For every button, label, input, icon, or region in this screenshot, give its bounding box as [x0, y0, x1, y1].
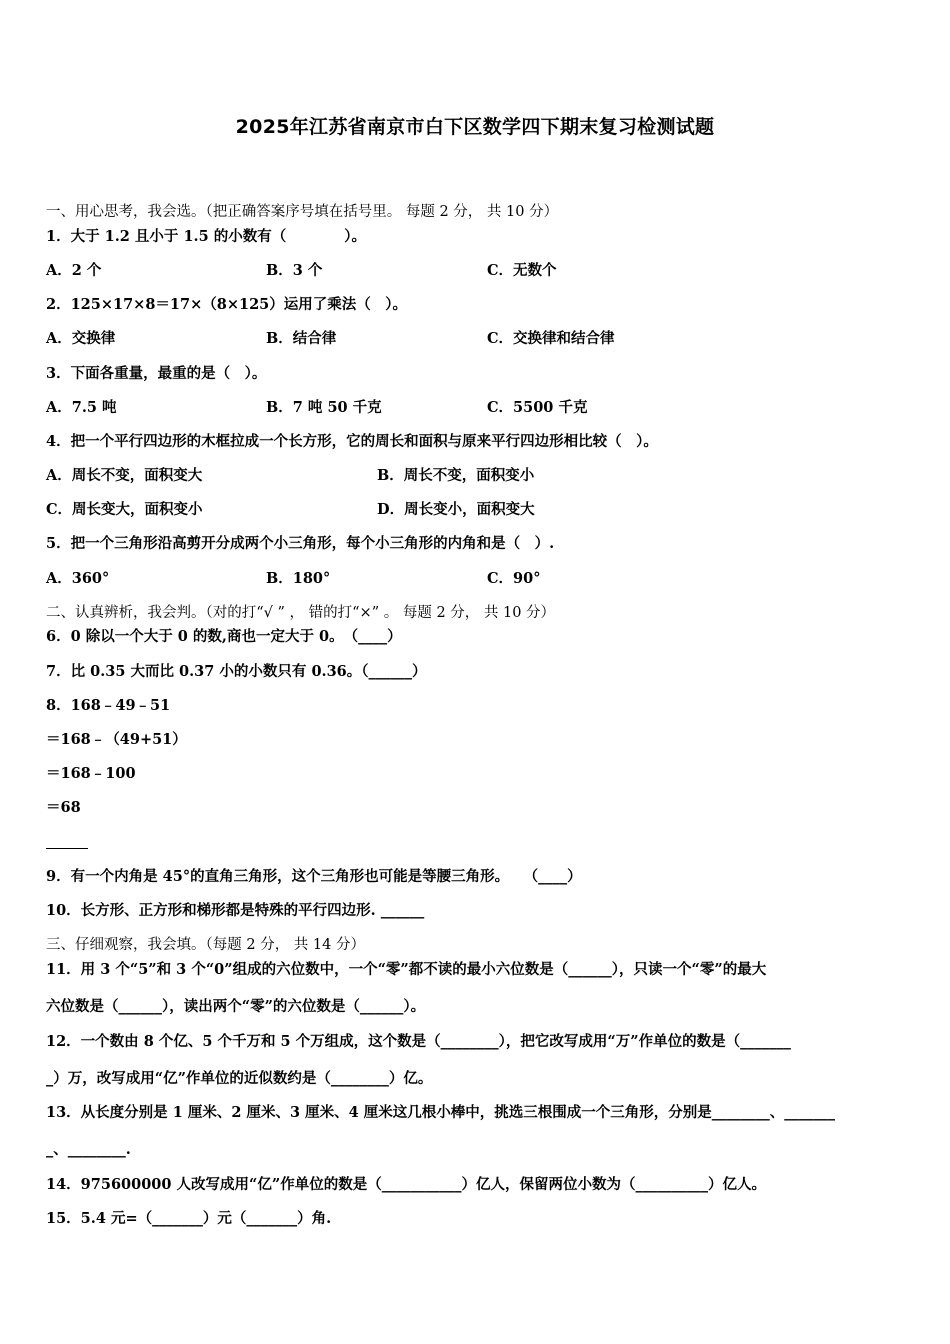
question-8-line-1: 8．168﹣49﹣51: [46, 697, 171, 714]
question-8-line-2: ＝168﹣（49+51）: [46, 731, 187, 748]
question-4-stem: 4．把一个平行四边形的木框拉成一个长方形，它的周长和面积与原来平行四边形相比较（ ）。: [46, 433, 658, 450]
question-11-line-2: 六位数是（______），读出两个“零”的六位数是（______）。: [46, 998, 426, 1015]
question-4-option-d: D．周长变小，面积变大: [377, 501, 535, 518]
question-11-line-1: 11．用 3 个“5”和 3 个“0”组成的六位数中，一个“零”都不读的最小六位数是（______），只读一个“零”的最大: [46, 961, 767, 978]
question-13-line-2: _、________.: [46, 1141, 131, 1158]
question-8-answer-blank: [46, 848, 88, 849]
page-title: 2025年江苏省南京市白下区数学四下期末复习检测试题: [235, 116, 715, 138]
question-2-option-c: C．交换律和结合律: [487, 330, 615, 347]
question-4-option-c: C．周长变大，面积变小: [46, 501, 203, 518]
section-1-heading: 一、用心思考，我会选。（把正确答案序号填在括号里。 每题 2 分， 共 10 分）: [46, 204, 559, 220]
question-3-option-c: C．5500 千克: [487, 399, 588, 416]
question-10: 10．长方形、正方形和梯形都是特殊的平行四边形. ______: [46, 902, 425, 919]
question-13-line-1: 13．从长度分别是 1 厘米、2 厘米、3 厘米、4 厘米这几根小棒中，挑选三根围成一个三角形，分别是________、_______: [46, 1104, 836, 1121]
question-7: 7．比 0.35 大而比 0.37 小的小数只有 0.36。（______）: [46, 663, 427, 680]
question-1-option-b: B．3 个: [266, 262, 323, 279]
question-1-option-a: A．2 个: [46, 262, 102, 279]
question-12-line-2: _）万，改写成用“亿”作单位的近似数约是（________）亿。: [46, 1070, 433, 1087]
question-2-stem: 2．125×17×8＝17×（8×125）运用了乘法（ ）。: [46, 296, 408, 313]
question-5-option-a: A．360°: [46, 570, 110, 587]
question-5-stem: 5．把一个三角形沿高剪开分成两个小三角形，每个小三角形的内角和是（ ）.: [46, 535, 555, 552]
question-6: 6．0 除以一个大于 0 的数,商也一定大于 0。 （____）: [46, 628, 402, 645]
question-14: 14．975600000 人改写成用“亿”作单位的数是（___________）亿人，保留两位小数为（__________）亿人。: [46, 1176, 766, 1193]
section-3-heading: 三、仔细观察，我会填。（每题 2 分， 共 14 分）: [46, 937, 365, 953]
question-4-option-a: A．周长不变，面积变大: [46, 467, 203, 484]
question-8-line-4: ＝68: [46, 799, 81, 816]
question-4-option-b: B．周长不变，面积变小: [377, 467, 535, 484]
question-12-line-1: 12．一个数由 8 个亿、5 个千万和 5 个万组成，这个数是（________），把它改写成用“万”作单位的数是（_______: [46, 1033, 791, 1050]
question-15: 15．5.4 元=（_______）元（_______）角.: [46, 1210, 332, 1227]
question-8-line-3: ＝168﹣100: [46, 765, 136, 782]
question-5-option-c: C．90°: [487, 570, 541, 587]
question-9: 9．有一个内角是 45°的直角三角形，这个三角形也可能是等腰三角形。 （____）: [46, 868, 582, 885]
question-1-stem: 1．大于 1.2 且小于 1.5 的小数有（ ）。: [46, 228, 366, 245]
question-3-stem: 3．下面各重量，最重的是（ ）。: [46, 365, 267, 382]
question-3-option-a: A．7.5 吨: [46, 399, 117, 416]
question-2-option-b: B．结合律: [266, 330, 337, 347]
section-2-heading: 二、认真辨析，我会判。（对的打“√ ” ， 错的打“×” 。 每题 2 分， 共 10 分）: [46, 605, 556, 621]
question-3-option-b: B．7 吨 50 千克: [266, 399, 382, 416]
question-5-option-b: B．180°: [266, 570, 331, 587]
question-2-option-a: A．交换律: [46, 330, 116, 347]
question-1-option-c: C．无数个: [487, 262, 557, 279]
